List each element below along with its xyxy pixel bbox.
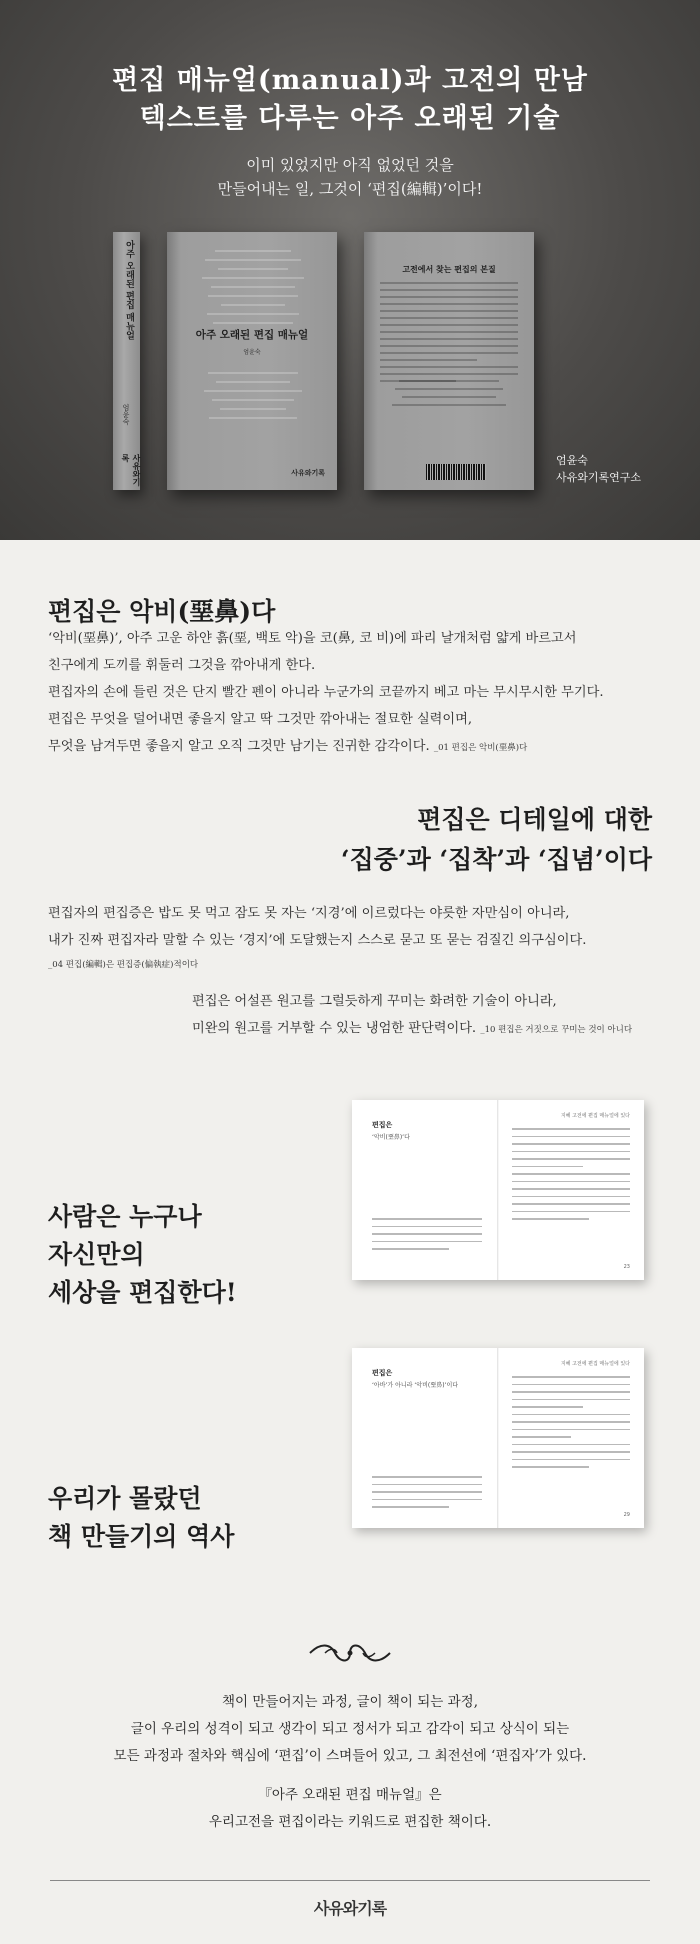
hero-subtitle-line2: 만들어내는 일, 그것이 ‘편집(編輯)’이다! <box>217 180 483 198</box>
section1-line <box>48 733 604 762</box>
institute-name: 사유와기록연구소 <box>556 471 642 484</box>
section2-heading <box>341 800 652 880</box>
back-cover-title: 고전에서 찾는 편집의 본질 <box>402 265 496 274</box>
spread1-page-header: 지혜 고전에 편집 매뉴얼에 있다 <box>560 1113 630 1119</box>
cover-text-lines <box>189 250 317 331</box>
closing-line3: 모든 과정과 절차와 핵심에 ‘편집’이 스며들어 있고, 그 최전선에 ‘편집자’가 있다. <box>113 1748 587 1764</box>
book-spine <box>113 232 140 490</box>
hero-title-line1: 편집 매뉴얼(manual)과 고전의 만남 <box>112 65 588 96</box>
section2-para2-line1: 편집은 어설픈 원고를 그럴듯하게 꾸미는 화려한 기술이 아니라, <box>192 994 557 1009</box>
section3-heading <box>48 1198 237 1312</box>
section2-reference2: _10 편집은 거짓으로 꾸미는 것이 아니다 <box>480 1025 633 1035</box>
section3-heading-line2: 자신만의 <box>48 1240 145 1269</box>
book-spread-1 <box>352 1100 644 1280</box>
book-front-cover <box>167 232 337 490</box>
section1-reference: _01 편집은 악비(堊鼻)다 <box>433 743 528 753</box>
section2-heading-line1: 편집은 디테일에 대한 <box>417 805 652 834</box>
spread1-left-lines <box>372 1218 482 1256</box>
spread2-left-lines <box>372 1476 482 1514</box>
closing-line2: 글이 우리의 성격이 되고 생각이 되고 정서가 되고 감각이 되고 상식이 되는 <box>130 1721 570 1737</box>
section2-reference1: _04 편집(編輯)은 편집증(偏執症)적이다 <box>48 960 199 970</box>
section2-para2-text: 미완의 원고를 거부할 수 있는 냉엄한 판단력이다. <box>192 1021 477 1036</box>
front-cover-publisher: 사유와기록 <box>291 469 325 477</box>
spread1-chapter-subtitle: ‘악비(堊鼻)’다 <box>372 1134 410 1141</box>
closing-line4: 『아주 오래된 편집 매뉴얼』은 <box>258 1787 442 1803</box>
section1-line: 친구에게 도끼를 휘둘러 그것을 깎아내게 한다. <box>48 658 316 673</box>
spread1-chapter-title: 편집은 <box>372 1121 393 1129</box>
section2-para1-line2: 내가 진짜 편집자라 말할 수 있는 ‘경지’에 도달했는지 스스로 묻고 또 묻는 검질긴 의구심이다. <box>48 933 587 948</box>
section1-line-text: 무엇을 남겨두면 좋을지 알고 오직 그것만 남기는 진귀한 감각이다. <box>48 739 430 754</box>
barcode <box>426 464 486 480</box>
spread-gutter <box>497 1348 499 1528</box>
section3-heading-line1: 사람은 누구나 <box>48 1202 202 1231</box>
spread2-chapter-subtitle: ‘아바’가 아니라 ‘악비(堊鼻)’이다 <box>372 1382 459 1389</box>
front-cover-title: 아주 오래된 편집 매뉴얼 <box>195 329 309 341</box>
section1-body <box>48 625 604 762</box>
section1-line: ‘악비(堊鼻)’, 아주 고운 하얀 흙(堊, 백토 악)을 코(鼻, 코 비)에 파리 날개처럼 얇게 바르고서 <box>48 631 577 646</box>
publisher-logo: 사유와기록 <box>313 1899 387 1918</box>
hero-title-line2: 텍스트를 다루는 아주 오래된 기술 <box>139 103 561 134</box>
section1-line: 편집은 무엇을 덜어내면 좋을지 알고 딱 그것만 깎아내는 절묘한 실력이며, <box>48 712 473 727</box>
section4-heading-line2: 책 만들기의 역사 <box>48 1522 235 1551</box>
spine-title: 아주 오래된 편집 매뉴얼 <box>124 240 134 340</box>
spread2-page-number: 29 <box>623 1512 630 1518</box>
spread2-right-lines <box>512 1376 630 1474</box>
footer-divider <box>50 1880 650 1881</box>
spread-gutter <box>497 1100 499 1280</box>
section2-heading-line2: ‘집중’과 ‘집착’과 ‘집념’이다 <box>340 845 652 874</box>
closing-line1: 책이 만들어지는 과정, 글이 책이 되는 과정, <box>221 1694 479 1710</box>
section1-line: 편집자의 손에 들린 것은 단지 빨간 펜이 아니라 누군가의 코끝까지 베고 마는 무시무시한 무기다. <box>48 685 604 700</box>
book-back-cover <box>364 232 534 490</box>
spine-publisher: 사유와기록 <box>121 454 141 486</box>
hero-subtitle-line1: 이미 있었지만 아직 없었던 것을 <box>246 156 454 174</box>
section2-para1 <box>48 900 586 954</box>
author-name: 엄윤숙 <box>556 454 588 467</box>
front-cover-author: 엄윤숙 <box>243 349 261 356</box>
author-credit <box>556 452 641 486</box>
section4-heading <box>48 1480 234 1556</box>
back-cover-body-lines <box>380 282 518 387</box>
spread1-page-number: 23 <box>623 1264 630 1270</box>
spread2-page-header: 지혜 고전에 편집 매뉴얼에 있다 <box>560 1361 630 1367</box>
spread2-chapter-title: 편집은 <box>372 1369 393 1377</box>
section4-heading-line1: 우리가 몰랐던 <box>48 1484 202 1513</box>
back-cover-quote-lines <box>386 380 512 412</box>
section2-para2-line2 <box>192 1015 632 1044</box>
section1-heading: 편집은 악비(堊鼻)다 <box>48 597 276 626</box>
section3-heading-line3: 세상을 편집한다! <box>48 1278 237 1307</box>
spine-author: 엄윤숙 <box>122 404 130 425</box>
ornament-divider-icon <box>305 1640 395 1666</box>
spread1-right-lines <box>512 1128 630 1226</box>
section2-para1-line1: 편집자의 편집증은 밥도 못 먹고 잠도 못 자는 ‘지경’에 이르렀다는 야릇한 자만심이 아니라, <box>48 906 570 921</box>
hero-banner <box>0 0 700 540</box>
closing-line5: 우리고전을 편집이라는 키워드로 편집한 책이다. <box>208 1814 492 1830</box>
cover-text-lines-lower <box>189 372 317 426</box>
section2-para2 <box>192 988 632 1044</box>
book-spread-2 <box>352 1348 644 1528</box>
